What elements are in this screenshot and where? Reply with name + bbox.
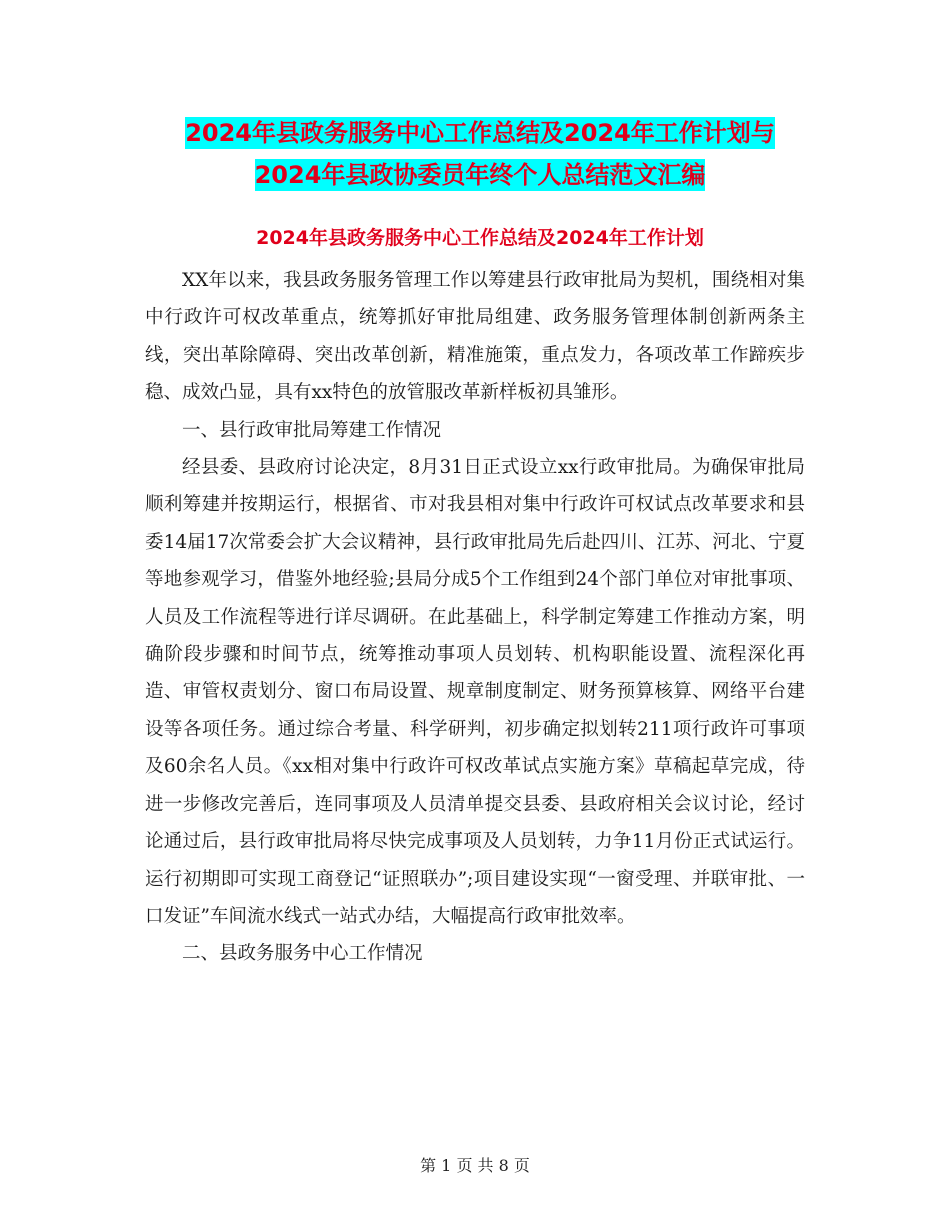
title-line-1: 2024年县政务服务中心工作总结及2024年工作计划与 bbox=[185, 119, 775, 147]
title-line-2: 2024年县政协委员年终个人总结范文汇编 bbox=[254, 161, 706, 189]
document-title bbox=[120, 112, 840, 196]
section-title: 2024年县政务服务中心工作总结及2024年工作计划 bbox=[256, 227, 704, 249]
document-body bbox=[145, 262, 805, 973]
paragraph-section-1: 经县委、县政府讨论决定，8月31日正式设立xx行政审批局。为确保审批局顺利筹建并按期运行，根据省、市对我县相对集中行政许可权试点改革要求和县委14届17次常委会扩大会议精神，县行政审批局先后赴四川、江苏、河北、宁夏等地参观学习，借鉴外地经验;县局分成5个工作组到24个部门单位对审批事项、人员及工作流程等进行详尽调研。在此基础上，科学制定筹建工作推动方案，明确阶段步骤和时间节点，统筹推动事项人员划转、机构职能设置、流程深化再造、审管权责划分、窗口布局设置、规章制度制定、财务预算核算、网络平台建设等各项任务。通过综合考量、科学研判，初步确定拟划转211项行政许可事项及60余名人员。《xx相对集中行政许可权改革试点实施方案》草稿起草完成，待进一步修改完善后，连同事项及人员清单提交县委、县政府相关会议讨论，经讨论通过后，县行政审批局将尽快完成事项及人员划转，力争11月份正式试运行。运行初期即可实现工商登记“证照联办”;项目建设实现“一窗受理、并联审批、一口发证”车间流水线式一站式办结，大幅提高行政审批效率。 bbox=[145, 457, 805, 927]
heading-section-2: 二、县政务服务中心工作情况 bbox=[182, 943, 423, 965]
heading-section-1: 一、县行政审批局筹建工作情况 bbox=[182, 419, 442, 441]
paragraph-intro: XX年以来，我县政务服务管理工作以筹建县行政审批局为契机，围绕相对集中行政许可权改革重点，统筹抓好审批局组建、政务服务管理体制创新两条主线，突出革除障碍、突出改革创新，精准施策，重点发力，各项改革工作蹄疾步稳、成效凸显，具有xx特色的放管服改革新样板初具雏形。 bbox=[145, 270, 805, 404]
page-footer: 第 1 页 共 8 页 bbox=[420, 1156, 530, 1175]
